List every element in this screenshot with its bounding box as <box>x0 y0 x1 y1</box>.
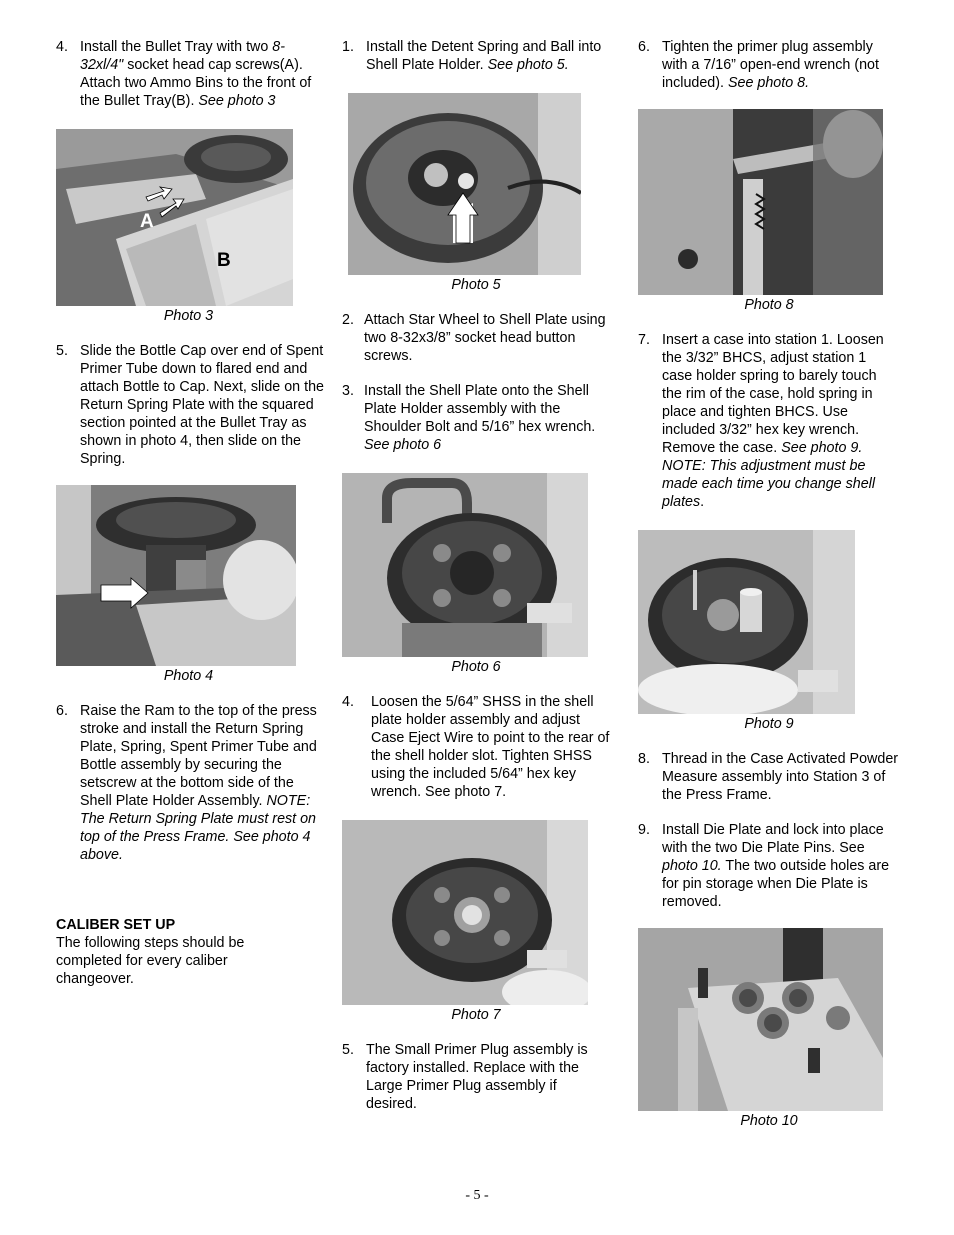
page-number: - 5 - <box>465 1188 489 1203</box>
step-number: 3. <box>342 383 354 399</box>
step-text: Install the Bullet Tray with two 8-32xl/4" socket head cap screws(A). Attach two Ammo Bins to the front of the Bullet Tray(B). See photo 3 <box>80 39 312 109</box>
photo-5-image <box>348 93 581 275</box>
step-text: Install Die Plate and lock into place with the two Die Plate Pins. See photo 10. The two outside holes are for pin storage when Die Plate is removed. <box>662 822 890 910</box>
photo-3-caption: Photo 3 <box>163 308 214 324</box>
photo-9-image <box>638 530 855 714</box>
photo-7-image <box>342 820 588 1005</box>
photo-10-caption: Photo 10 <box>740 1113 798 1129</box>
step-4-case-eject-wire <box>342 693 610 801</box>
step-number: 9. <box>638 822 650 838</box>
column-1 <box>56 38 324 988</box>
step-3-shell-plate <box>342 382 610 454</box>
photo-8-caption: Photo 8 <box>744 297 794 313</box>
step-number: 2. <box>342 312 354 328</box>
step-5-bottle-cap <box>56 342 324 468</box>
step-text: Thread in the Case Activated Powder Measure assembly into Station 3 of the Press Frame. <box>662 751 899 803</box>
photo-6-caption: Photo 6 <box>451 659 501 675</box>
step-text: Tighten the primer plug assembly with a 7/16” open-end wrench (not included). See photo 8. <box>662 39 879 91</box>
step-7-case-holder-spring <box>638 331 900 511</box>
step-number: 5. <box>56 343 68 359</box>
step-8-powder-measure <box>638 750 900 804</box>
step-6-raise-ram <box>56 702 324 864</box>
step-1-detent-spring <box>342 38 610 74</box>
caliber-setup-heading: CALIBER SET UP <box>56 917 176 933</box>
step-number: 4. <box>56 39 68 55</box>
step-2-star-wheel <box>342 311 610 365</box>
step-5-primer-plug <box>342 1041 610 1113</box>
step-text: Insert a case into station 1. Loosen the 3/32” BHCS, adjust station 1 case holder spring to barely touch the rim of the case, hold spring in place and tighten BHCS. Use included 3/32” hex key wrench. Remove the case. See photo 9. NOTE: This adjustment must be made each time you change shell plates. <box>662 332 884 510</box>
step-number: 7. <box>638 332 650 348</box>
step-text: Raise the Ram to the top of the press stroke and install the Return Spring Plate, Spring, Spent Primer Tube and Bottle assembly by securing the setscrew at the bottom side of the Shell Plate Holder Assembly. NOTE: The Return Spring Plate must rest on top of the Press Frame. See photo 4 above. <box>80 703 317 863</box>
step-number: 5. <box>342 1042 354 1058</box>
caliber-setup-text: The following steps should be completed for every caliber changeover. <box>56 935 245 987</box>
step-text: Attach Star Wheel to Shell Plate using two 8-32x3/8” socket head button screws. <box>364 312 606 364</box>
photo-4-image <box>56 485 296 666</box>
step-text: Install the Shell Plate onto the Shell Plate Holder assembly with the Shoulder Bolt and 5/16” hex wrench. See photo 6 <box>364 383 596 453</box>
step-number: 4. <box>342 694 354 710</box>
step-9-die-plate <box>638 821 900 911</box>
photo-4-caption: Photo 4 <box>163 668 214 684</box>
photo-6-image <box>342 473 588 657</box>
photo-7-caption: Photo 7 <box>451 1007 501 1023</box>
photo-8-image <box>638 109 883 295</box>
step-6-primer-plug-tighten <box>638 38 900 92</box>
column-3 <box>638 38 900 1130</box>
photo-5-caption: Photo 5 <box>451 277 501 293</box>
step-text: Loosen the 5/64” SHSS in the shell plate holder assembly and adjust Case Eject Wire to point to the rear of the shell holder slot. Tighten SHSS using the included 5/64” hex key wrench. See photo 7. <box>371 694 610 800</box>
photo-10-image <box>638 928 883 1111</box>
step-text: Install the Detent Spring and Ball into Shell Plate Holder. See photo 5. <box>366 39 602 73</box>
callout-label-b: B <box>217 250 231 271</box>
column-2 <box>342 38 610 1113</box>
photo-9-caption: Photo 9 <box>744 716 794 732</box>
step-text: Slide the Bottle Cap over end of Spent Primer Tube down to flared end and attach Bottle to Cap. Next, slide on the Return Spring Plate with the squared section pointed at the Bullet Tray as shown in photo 4, then slide on the Spring. <box>80 343 324 467</box>
photo-3-image <box>56 129 293 306</box>
step-number: 6. <box>638 39 650 55</box>
step-number: 1. <box>342 39 354 55</box>
step-number: 6. <box>56 703 68 719</box>
callout-label-a: A <box>140 211 154 232</box>
step-4-bullet-tray <box>56 38 324 110</box>
step-text: The Small Primer Plug assembly is factory installed. Replace with the Large Primer Plug assembly if desired. <box>366 1042 588 1112</box>
step-number: 8. <box>638 751 650 767</box>
